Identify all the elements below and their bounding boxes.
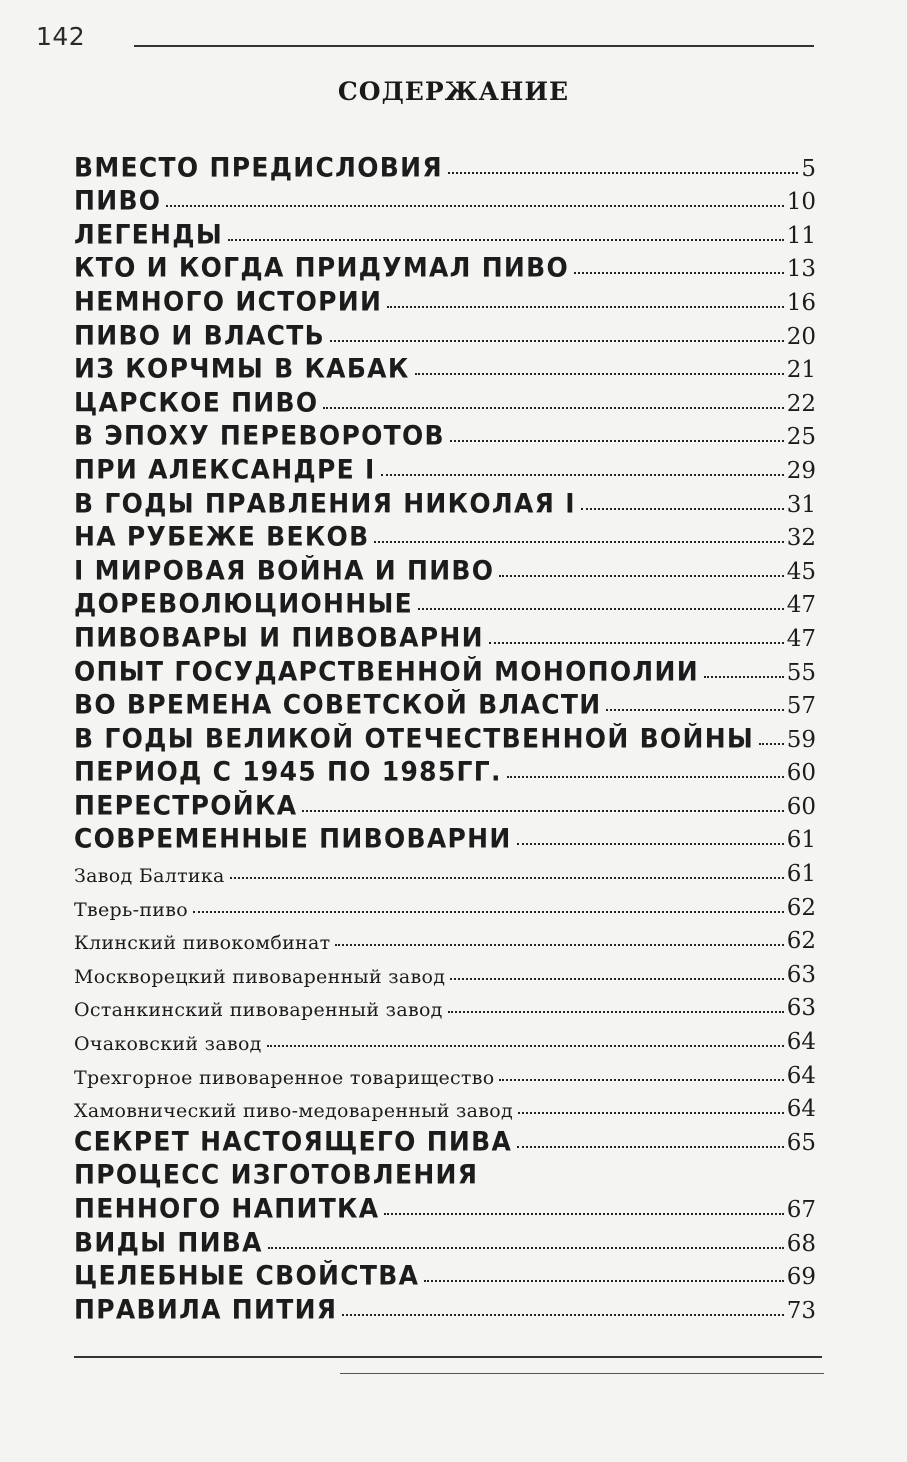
toc-entry-page-number: 68 [786,1230,816,1257]
toc-entry [74,719,816,753]
toc-entry-page-number: 47 [786,625,816,652]
toc-entry-title: ДОРЕВОЛЮЦИОННЫЕ [74,588,414,620]
dot-leader [267,1045,784,1047]
toc-entry-title: Завод Балтика [74,865,225,888]
toc-entry-title: ПРИ АЛЕКСАНДРЕ I [74,454,376,485]
toc-entry-page-number: 25 [786,424,816,451]
toc-entry-title: ПРАВИЛА ПИТИЯ [74,1294,338,1325]
toc-list [74,148,816,1324]
toc-entry [74,450,816,484]
toc-entry-title: ПИВО [74,185,162,216]
dot-leader [381,474,784,476]
toc-title: СОДЕРЖАНИЕ [337,77,570,106]
dot-leader [418,608,784,610]
toc-entry-page-number: 61 [786,827,816,854]
toc-entry-title: I МИРОВАЯ ВОЙНА И ПИВО [74,554,495,586]
toc-entry [74,484,816,518]
toc-entry-page-number: 45 [786,558,816,585]
toc-entry-title: СОВРЕМЕННЫЕ ПИВОВАРНИ [74,823,512,855]
toc-entry-title: Тверь-пиво [74,898,189,921]
dot-leader [517,843,784,845]
toc-entry-page-number: 62 [786,894,816,921]
toc-entry-title: ОПЫТ ГОСУДАРСТВЕННОЙ МОНОПОЛИИ [74,655,699,687]
toc-entry [74,618,816,652]
toc-entry [74,148,816,182]
dot-leader [499,575,783,577]
toc-entry [74,1055,816,1089]
toc-entry-title: ПЕРИОД С 1945 ПО 1985ГГ. [74,756,502,788]
toc-entry-title: КТО И КОГДА ПРИДУМАЛ ПИВО [74,252,570,284]
toc-entry-title: В ГОДЫ ПРАВЛЕНИЯ НИКОЛАЯ I [74,487,576,519]
dot-leader [166,205,783,207]
dot-leader [448,1011,784,1013]
toc-entry [74,686,816,720]
dot-leader [704,676,784,678]
dot-leader [489,642,784,644]
dot-leader [507,776,784,778]
toc-entry-title: ЛЕГЕНДЫ [74,219,224,250]
toc-entry [74,1189,816,1223]
dot-leader [518,1112,784,1114]
toc-entry-title: ПЕННОГО НАПИТКА [74,1193,380,1224]
toc-entry [74,1156,816,1190]
toc-entry [74,786,816,820]
toc-entry-page-number: 64 [786,1029,816,1056]
toc-entry [74,1257,816,1291]
dot-leader [302,810,783,812]
toc-entry [74,753,816,787]
toc-entry-page-number: 16 [786,289,816,316]
toc-entry-page-number: 21 [786,357,816,384]
toc-entry-title: Москворецкий пивоваренный завод [74,965,446,988]
footer-rule [74,1356,822,1358]
toc-entry-title: В ГОДЫ ВЕЛИКОЙ ОТЕЧЕСТВЕННОЙ ВОЙНЫ [74,722,755,754]
toc-entry [74,988,816,1022]
dot-leader [193,911,784,913]
toc-entry [74,1290,816,1324]
dot-leader [374,541,783,543]
dot-leader [387,306,784,308]
toc-entry-title: Останкинский пивоваренный завод [74,999,443,1022]
toc-entry-page-number: 31 [786,491,816,518]
toc-entry-title: ПИВО И ВЛАСТЬ [74,319,326,351]
dot-leader [323,407,783,409]
toc-entry-title: Трехгорное пивоваренное товарищество [74,1066,495,1089]
toc-entry-page-number: 13 [786,256,816,283]
toc-entry [74,954,816,988]
toc-entry-page-number: 69 [786,1264,816,1291]
toc-entry-title: НА РУБЕЖЕ ВЕКОВ [74,521,370,552]
toc-entry-page-number: 67 [786,1197,816,1223]
toc-entry [74,518,816,552]
toc-entry-page-number: 20 [786,323,816,350]
toc-entry [74,921,816,955]
toc-entry [74,316,816,350]
toc-entry [74,1021,816,1055]
toc-entry-title: СЕКРЕТ НАСТОЯЩЕГО ПИВА [74,1126,513,1157]
dot-leader [581,508,784,510]
dot-leader [228,239,784,241]
dot-leader [574,272,784,274]
page-number: 142 [36,22,86,51]
toc-entry-page-number: 65 [786,1129,816,1156]
toc-entry-page-number: 73 [786,1297,816,1324]
toc-entry-title: В ЭПОХУ ПЕРЕВОРОТОВ [74,420,445,452]
toc-entry-page-number: 62 [786,928,816,955]
dot-leader [384,1213,783,1215]
toc-entry-title: Очаковский завод [74,1033,262,1056]
dot-leader [450,440,784,442]
toc-entry-page-number: 22 [786,390,816,417]
toc-entry [74,585,816,619]
toc-entry-title: ПИВОВАРЫ И ПИВОВАРНИ [74,622,484,653]
toc-entry-title: ВИДЫ ПИВА [74,1226,263,1258]
toc-entry [74,551,816,585]
dot-leader [230,877,784,879]
toc-entry-page-number: 64 [786,1062,816,1089]
toc-entry [74,820,816,854]
toc-entry [74,350,816,384]
toc-entry [74,383,816,417]
toc-entry-title: НЕМНОГО ИСТОРИИ [74,286,383,317]
dot-leader [330,340,784,342]
toc-entry-page-number: 32 [786,525,816,552]
toc-entry-title: ВМЕСТО ПРЕДИСЛОВИЯ [74,151,443,183]
dot-leader [517,1146,784,1148]
dot-leader [606,709,783,711]
toc-entry-page-number: 11 [786,222,816,249]
toc-entry-title: ВО ВРЕМЕНА СОВЕТСКОЙ ВЛАСТИ [74,689,602,720]
toc-entry-title: ПЕРЕСТРОЙКА [74,790,298,821]
toc-entry-page-number: 57 [786,693,816,720]
footer-rule-secondary [340,1373,824,1374]
dot-leader [335,944,783,946]
header-rule [134,45,814,47]
dot-leader [342,1314,783,1316]
toc-entry-page-number: 10 [786,189,816,216]
toc-entry [74,853,816,887]
toc-entry-title: ИЗ КОРЧМЫ В КАБАК [74,353,410,384]
toc-entry-page-number: 60 [786,793,816,820]
toc-entry-page-number: 61 [786,861,816,888]
toc-entry [74,1089,816,1123]
toc-entry [74,282,816,316]
dot-leader [268,1247,784,1249]
toc-entry [74,1122,816,1156]
toc-entry-title: ПРОЦЕСС ИЗГОТОВЛЕНИЯ [74,1159,479,1191]
dot-leader [448,172,798,174]
toc-entry-title: Хамовнический пиво-медоваренный завод [74,1100,514,1123]
toc-entry-title: ЦАРСКОЕ ПИВО [74,387,319,418]
toc-entry-page-number: 55 [786,659,816,686]
toc-entry [74,249,816,283]
toc-entry-page-number: 5 [801,155,816,182]
toc-entry [74,182,816,216]
toc-entry [74,417,816,451]
dot-leader [759,743,784,745]
toc-entry [74,215,816,249]
toc-entry [74,887,816,921]
toc-entry-page-number: 60 [786,760,816,787]
toc-entry [74,652,816,686]
dot-leader [424,1280,783,1282]
toc-entry-title: Клинский пивокомбинат [74,932,331,955]
dot-leader [415,373,784,375]
toc-entry-page-number: 59 [786,726,816,753]
toc-entry-page-number: 47 [786,592,816,619]
toc-entry-page-number: 29 [786,457,816,484]
dot-leader [499,1079,783,1081]
toc-entry-page-number: 64 [786,1096,816,1123]
dot-leader [450,978,783,980]
toc-entry-page-number: 63 [786,961,816,988]
toc-entry [74,1223,816,1257]
toc-entry-title: ЦЕЛЕБНЫЕ СВОЙСТВА [74,1260,420,1291]
toc-entry-page-number: 63 [786,995,816,1022]
